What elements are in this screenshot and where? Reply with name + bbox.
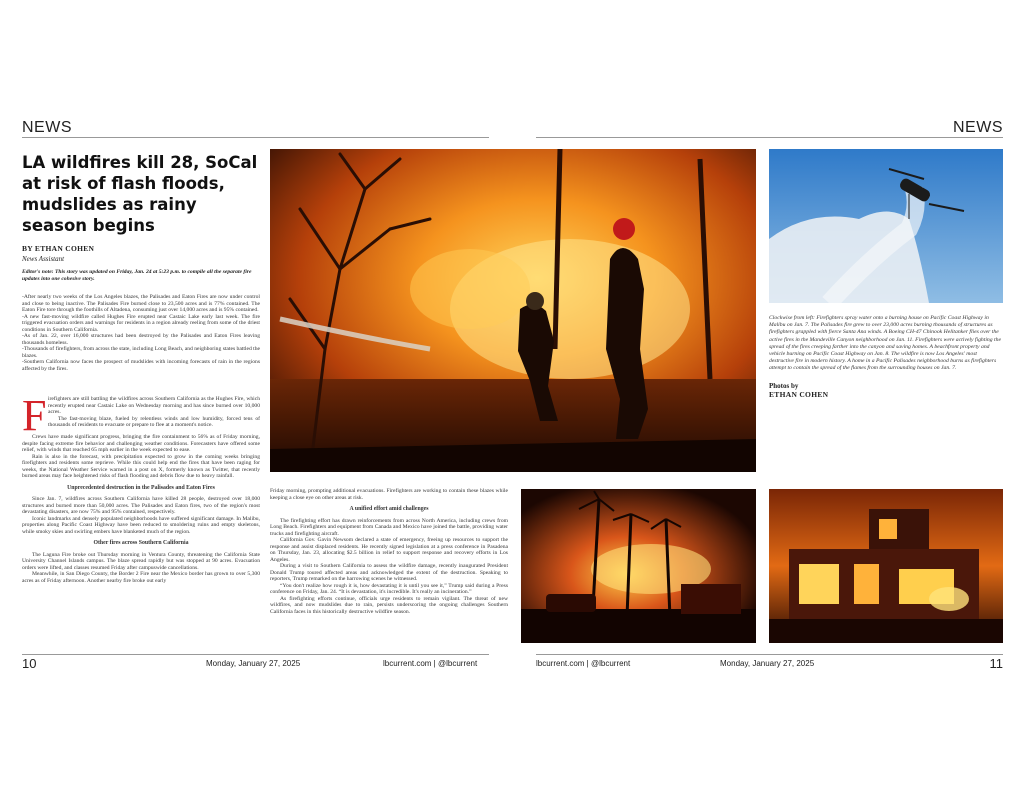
page-number-left: 10 <box>22 656 37 671</box>
photo-palisades-home <box>769 489 1003 643</box>
footer-rule-right <box>536 654 1003 655</box>
header-rule-right <box>536 137 1003 138</box>
paragraph: “You don't realize how rough it is, how devastating it is until you see it,” Trump said during a Press conference on Friday, Jan. 24. “It is devastation, it's incredible. It's really an incineration.” <box>270 582 508 595</box>
section-label-left: NEWS <box>22 119 72 136</box>
headline: LA wildfires kill 28, SoCal at risk of flash floods, mudslides as rainy season begins <box>22 153 258 235</box>
bullet-item: -A new fast-moving wildfire called Hughes Fire erupted near Castaic Lake early last week. The fire triggered evacuation orders and warnings for residents in a region already reeling from some of the driest conditions in Southern California. <box>22 313 260 333</box>
paragraph: As firefighting efforts continue, officials urge residents to remain vigilant. The threat of new wildfires, and now mudslides due to rain, persists underscoring the ongoing challenges Southern California faces in this historically destructive wildfire season. <box>270 595 508 615</box>
byline: BY ETHAN COHEN <box>22 244 95 253</box>
paragraph: The firefighting effort has drawn reinforcements from across North America, including crews from Long Beach. Firefighters and equipment from Canada and Mexico have joined the battle, providing water trucks and firefighting aircraft. <box>270 517 508 537</box>
drop-cap: F <box>22 391 47 440</box>
lead-paragraph <box>22 391 260 440</box>
paragraph: Rain is also in the forecast, with precipitation expected to grow in the coming weeks bringing firefighters and residents some reprieve. While this could help end the fires that have been raging for weeks, the National Weather Service warned in a post on X, formerly known as Twitter, that recently burned areas may face heightened risks of flash flooding and debris flow due to heavy rainfall. <box>22 453 260 479</box>
article-intro <box>22 152 260 372</box>
paragraph: Since Jan. 7, wildfires across Southern California have killed 28 people, destroyed over 18,000 structures and burned more than 50,000 acres. The Palisades and Eaton fires, two of the region's most devastating disasters, are now 75% and 95% contained, respectively. <box>22 496 260 515</box>
footer-site-right: lbcurrent.com | @lbcurrent <box>536 659 631 668</box>
footer-site-left: lbcurrent.com | @lbcurrent <box>383 659 478 668</box>
photo-caption-block <box>769 315 1003 399</box>
paragraph: California Gov. Gavin Newsom declared a state of emergency, freeing up resources to support the response and assist displaced residents. He recently signed legislation at a press conference in Pasadena on Thursday, Jan. 23, allocating $2.5 billion in relief to support response and recovery efforts in Los Angeles. <box>270 537 508 563</box>
photo-firefighters-malibu <box>270 149 756 472</box>
subhead: Unprecedented destruction in the Palisades and Eaton Fires <box>67 484 215 491</box>
photo-chinook-helitanker <box>769 149 1003 303</box>
paragraph: Meanwhile, in San Diego County, the Border 2 Fire near the Mexico border has grown to over 5,300 acres as of Friday afternoon. Another nearby fire broke out early <box>22 571 260 584</box>
header-rule-left <box>22 137 489 138</box>
body-column-1 <box>22 391 260 584</box>
page-number-right: 11 <box>989 656 1003 671</box>
author-role: News Assistant <box>22 255 65 263</box>
paragraph: Iconic landmarks and densely populated neighborhoods have suffered significant damage. In Malibu, properties along Pacific Coast Highway have been reduced to smoldering ruins and empty skeletons, while smoky skies and swirling embers have blanketed much of the region. <box>22 515 260 535</box>
paragraph: Friday morning, prompting additional evacuations. Firefighters are working to contain these blazes while keeping a close eye on other areas at risk. <box>270 488 508 501</box>
photo-caption: Clockwise from left: Firefighters spray water onto a burning house on Pacific Coast Highway in Malibu on Jan. 7. The Palisades fire grew to over 23,000 acres burning thousands of structures as firefighters grappled with fierce Santa Ana winds. A Boeing CH-47 Chinook Helitanker flies over the active fires in the Mandeville Canyon neighborhood on Jan. 11. Firefighters were actively fighting the spread of the fires creeping farther into the canyon and saving homes. A beachfront property and vehicle burning on Pacific Coast Highway on Jan. 8. The wildfire is now Los Angeles' most destructive fire in modern history. A home in a Pacific Palisades neighborhood burns as firefighters attempt to contain the spread of the flames from the surrounding houses on Jan. 7. <box>769 315 1001 372</box>
paragraph: The Laguna Fire broke out Thursday morning in Ventura County, threatening the California State University Channel Islands campus. The blaze spread rapidly but was stopped at 90 acres. Evacuation orders were lifted, and classes resumed Friday after campuswide cancellations. <box>22 551 260 571</box>
bullet-item: -Thousands of firefighters, from across the state, including Long Beach, and neighboring states battled the blazes. <box>22 346 260 359</box>
photo-credit-name: ETHAN COHEN <box>769 389 829 399</box>
paragraph: The fast-moving blaze, fueled by relentless winds and low humidity, forced tens of thousands of residents to evacuate or prepare to flee at a moment's notice. <box>48 415 260 428</box>
footer-rule-left <box>22 654 489 655</box>
body-column-2 <box>270 488 508 615</box>
editor-note: Editor's note: This story was updated on Friday, Jan. 24 at 5:23 p.m. to compile all the separate fire updates into one cohesive story. <box>22 269 252 282</box>
paragraph: During a visit to Southern California to assess the wildfire damage, recently inaugurated President Donald Trump toured affected areas and acknowledged the extent of the destruction. Speaking to reporters, Trump remarked on the harrowing scenes he witnessed. <box>270 563 508 582</box>
paragraph: Crews have made significant progress, bringing the fire containment to 56% as of Friday morning, despite facing extreme fire behavior and challenging weather conditions. Forecasters have offered some relief, with winds that reached 65 mph earlier in the week expected to ease. <box>22 434 260 453</box>
photo-credit-label: Photos by <box>769 381 799 390</box>
photo-beachfront-property <box>521 489 756 643</box>
subhead: Other fires across Southern California <box>93 540 189 546</box>
bullet-item: -As of Jan. 22, over 16,000 structures had been destroyed by the Palisades and Eaton Fires leaving thousands homeless. <box>22 333 260 346</box>
footer-date-right: Monday, January 27, 2025 <box>720 659 815 668</box>
section-label-right: NEWS <box>953 119 1003 136</box>
footer-date-left: Monday, January 27, 2025 <box>206 659 301 668</box>
lead-text: irefighters are still battling the wildfires across Southern California as the Hughes Fire, which recently erupted near Castaic Lake on Wednesday morning and has since burned over 10,000 acres. <box>48 396 260 415</box>
bullet-item: -Southern California now faces the prospect of mudslides with incoming forecasts of rain in the regions affected by the fires. <box>22 359 260 372</box>
bullet-list <box>22 294 260 372</box>
subhead: A unified effort amid challenges <box>349 506 429 512</box>
bullet-item: -After nearly two weeks of the Los Angeles blazes, the Palisades and Eaton Fires are now under control and close to being inactive. The Palisades Fire burned close to 23,500 acres and is 77% contained. The Eaton Fire tore through the foothills of Altadena, consuming just over 14,000 acres and is 95% contained. <box>22 294 260 313</box>
